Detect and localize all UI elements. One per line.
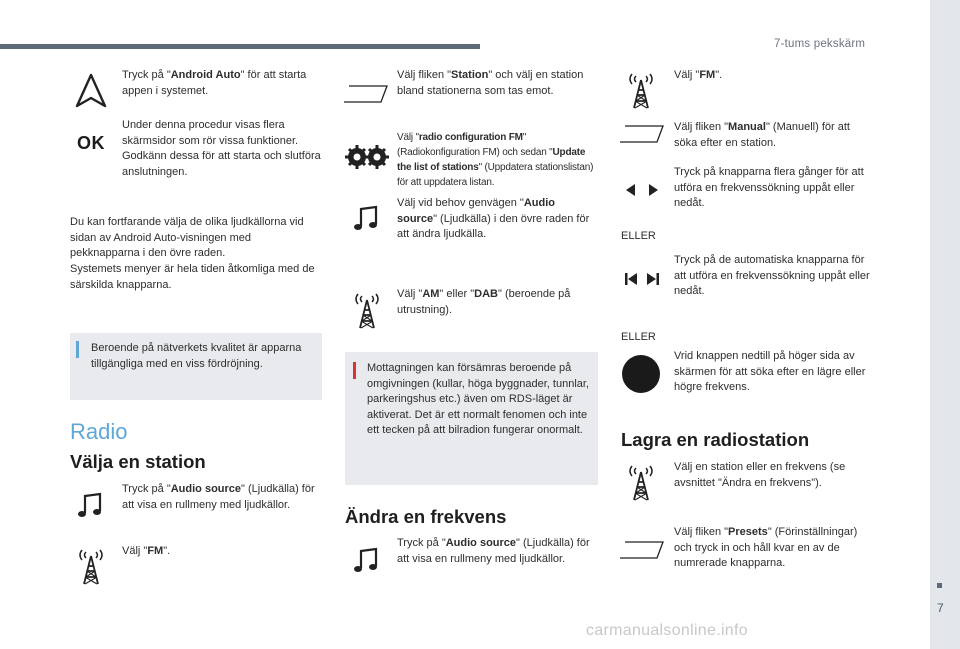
tab-icon [619,540,665,560]
music-note-icon [76,492,106,520]
or-label-1: ELLER [621,230,656,242]
section-title-radio: Radio [70,419,128,444]
antenna-icon [352,290,382,330]
audio-shortcut-instruction: Välj vid behov genvägen "Audio source" (Ljudkälla) i den övre raden för att ändra ljudkälla. [397,197,590,240]
heading-change-frequency: Ändra en frekvens [345,506,507,527]
heading-store-station: Lagra en radiostation [621,429,810,450]
watermark: carmanualsonline.info [586,622,748,639]
knob-icon [621,354,661,394]
side-strip [930,0,960,649]
store-instruction: Välj en station eller en frekvens (se avsnittet "Ändra en frekvens"). [674,461,846,489]
tab-icon [619,124,665,144]
page-number: 7 [937,601,944,615]
seek-buttons-instruction: Tryck på knapparna flera gånger för att utföra en frekvenssökning uppåt eller nedåt. [674,166,864,209]
info-text: Beroende på nätverkets kvalitet är apparna tillgängliga med en viss fördröjning. [91,342,302,370]
music-note-icon [352,547,382,575]
header-title: 7-tums pekskärm [774,38,866,50]
android-auto-icon [74,72,108,110]
settings-gears-icon [343,142,391,172]
antenna-icon [626,462,656,502]
auto-seek-instruction: Tryck på de automatiska knapparna för att utföra en frekvenssökning uppåt eller nedåt. [674,254,870,297]
top-rule [0,44,480,49]
info-box [70,333,322,400]
warning-text: Mottagningen kan försämras beroende på omgivningen (kullar, höga byggnader, tunnlar, parkeringshus etc.) även om RDS-läget är aktiverat. Det är ett normalt fenomen och inte ett tecken på att bilradion fungerar onormalt. [367,362,589,436]
tab-icon [343,84,389,104]
ok-instruction: Under denna procedur visas flera skärmsidor som rör vissa funktioner. Godkänn dessa för att starta och slutföra anslutningen. [122,119,321,178]
ok-icon: OK [77,133,105,153]
auto-seek-icon [623,271,661,287]
manual-tab-instruction: Välj fliken "Manual" (Manuell) för att söka efter en station. [674,121,850,149]
page-marker [937,583,942,588]
info-marker [76,341,79,358]
paragraph-menus: Systemets menyer är hela tiden åtkomliga med de särskilda knapparna. [70,263,315,291]
or-label-2: ELLER [621,331,656,343]
warning-box [345,352,598,485]
station-tab-instruction: Välj fliken "Station" och välj en station bland stationerna som tas emot. [397,69,584,97]
select-fm-instruction: Välj "FM". [122,545,171,557]
audio-source-instruction: Tryck på "Audio source" (Ljudkälla) för att visa en rullmeny med ljudkällor. [122,483,315,511]
select-fm-instruction-2: Välj "FM". [674,69,723,81]
music-note-icon [352,205,382,233]
warning-marker [353,362,356,379]
presets-tab-instruction: Välj fliken "Presets" (Förinställningar) och tryck in och håll kvar en av de numrerade knapparna. [674,526,858,569]
antenna-icon [626,70,656,110]
audio-source-instruction-2: Tryck på "Audio source" (Ljudkälla) för att visa en rullmeny med ljudkällor. [397,537,590,565]
select-am-dab-instruction: Välj "AM" eller "DAB" (beroende på utrustning). [397,288,571,316]
seek-arrows-icon [624,182,660,198]
paragraph-sources: Du kan fortfarande välja de olika ljudkällorna vid sidan av Android Auto-visningen med pekknapparna i den övre raden. [70,216,304,259]
heading-select-station: Välja en station [70,451,206,472]
antenna-icon [76,546,106,586]
radio-configuration-instruction: Välj "radio configuration FM" (Radiokonfiguration FM) och sedan "Update the list of stations" (Uppdatera stationslistan) för att uppdatera listan. [397,132,594,188]
android-auto-instruction: Tryck på "Android Auto" för att starta appen i systemet. [122,69,307,97]
knob-instruction: Vrid knappen nedtill på höger sida av skärmen för att söka efter en lägre eller högre frekvens. [674,350,866,393]
